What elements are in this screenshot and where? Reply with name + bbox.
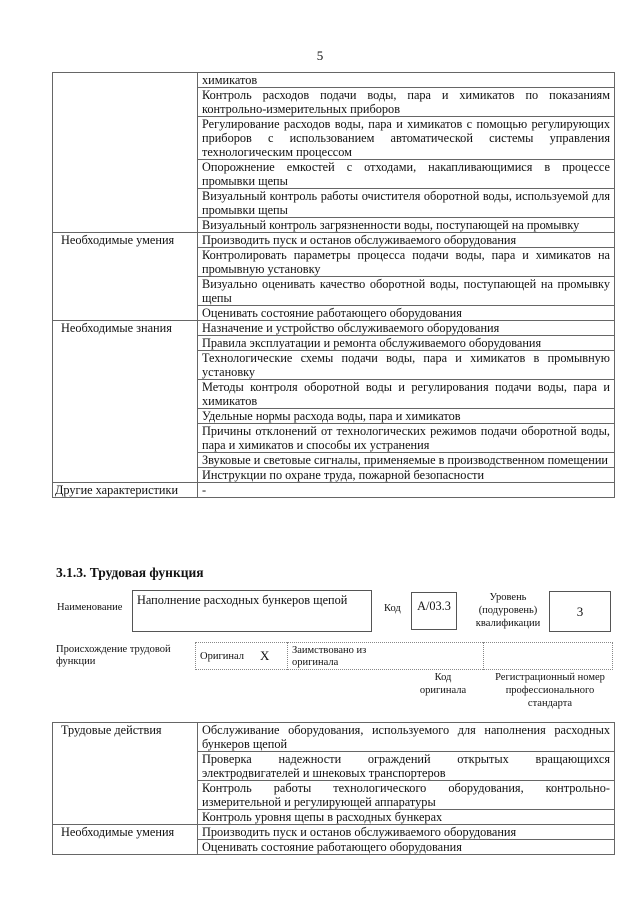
reg-number-label: Регистрационный номер профессионального стандарта [495,672,605,709]
original-cell [195,642,287,670]
level-label: Уровень (подуровень) квалификации [475,592,541,629]
row-text: Визуально оценивать качество оборотной воды, поступающей на промывку щепы [198,277,615,306]
original-mark: X [260,648,270,663]
row-label-skills: Необходимые умения [53,825,198,855]
reg-cell [483,642,613,670]
competencies-table-top [52,72,615,498]
row-text: Контроль расходов подачи воды, пара и химикатов по показаниям контрольно-измерительных приборов [198,88,615,117]
row-label-other: Другие характеристики [53,483,198,498]
row-text: Контролировать параметры процесса подачи воды, пара и химикатов на промывную установку [198,248,615,277]
code-original-label: Код оригинала [419,672,467,696]
section-title: 3.1.3. Трудовая функция [56,565,204,580]
borrowed-cell [287,642,483,670]
row-text: Опорожнение емкостей с отходами, накапливающимися в процессе промывки щепы [198,160,615,189]
row-text: Визуальный контроль загрязненности воды, поступающей на промывку [198,218,615,233]
table-row [53,483,615,498]
row-text: - [198,483,615,498]
row-label-actions: Трудовые действия [53,723,198,825]
code-label: Код [384,603,401,614]
borrowed-label: Заимствовано из оригинала [292,645,367,668]
level-field: 3 [549,591,611,632]
row-text: Производить пуск и останов обслуживаемого оборудования [198,233,615,248]
row-text: Проверка надежности ограждений открытых вращающихся электродвигателей и шнековых транспортеров [198,752,615,781]
row-text: Правила эксплуатации и ремонта обслуживаемого оборудования [198,336,615,351]
row-text: Методы контроля оборотной воды и регулирования подачи воды, пара и химикатов [198,380,615,409]
row-text: Звуковые и световые сигналы, применяемые в производственном помещении [198,453,615,468]
table-row [53,321,615,336]
row-text: Удельные нормы расхода воды, пара и химикатов [198,409,615,424]
row-text: Регулирование расходов воды, пара и химикатов с помощью регулирующих приборов с использованием автоматической системы управления технологическим процессом [198,117,615,160]
row-text: Инструкции по охране труда, пожарной безопасности [198,468,615,483]
table-row [53,723,615,752]
row-text: Контроль работы технологического оборудования, контрольно-измерительной и регулирующей аппаратуры [198,781,615,810]
row-text: Оценивать состояние работающего оборудования [198,306,615,321]
original-label: Оригинал [200,651,244,662]
row-text: Обслуживание оборудования, используемого для наполнения расходных бункеров щепой [198,723,615,752]
row-text: Контроль уровня щепы в расходных бункерах [198,810,615,825]
row-text: Причины отклонений от технологических режимов подачи оборотной воды, пара и химикатов и способы их устранения [198,424,615,453]
row-text: Производить пуск и останов обслуживаемого оборудования [198,825,615,840]
row-text: Назначение и устройство обслуживаемого оборудования [198,321,615,336]
row-text: Оценивать состояние работающего оборудования [198,840,615,855]
row-label-knowledge: Необходимые знания [53,321,198,483]
row-text: химикатов [198,73,615,88]
page-number: 5 [316,48,324,63]
row-text: Визуальный контроль работы очистителя оборотной воды, используемой для промывки щепы [198,189,615,218]
table-row [53,825,615,840]
row-label [53,73,198,233]
name-label: Наименование [57,602,123,613]
function-name-field: Наполнение расходных бункеров щепой [132,590,372,632]
row-text: Технологические схемы подачи воды, пара и химикатов в промывную установку [198,351,615,380]
table-row [53,233,615,248]
origin-label: Происхождение трудовой функции [56,644,171,667]
competencies-table-bottom [52,722,615,855]
table-row [53,73,615,88]
row-label-skills: Необходимые умения [53,233,198,321]
function-code-field: А/03.3 [411,592,457,630]
